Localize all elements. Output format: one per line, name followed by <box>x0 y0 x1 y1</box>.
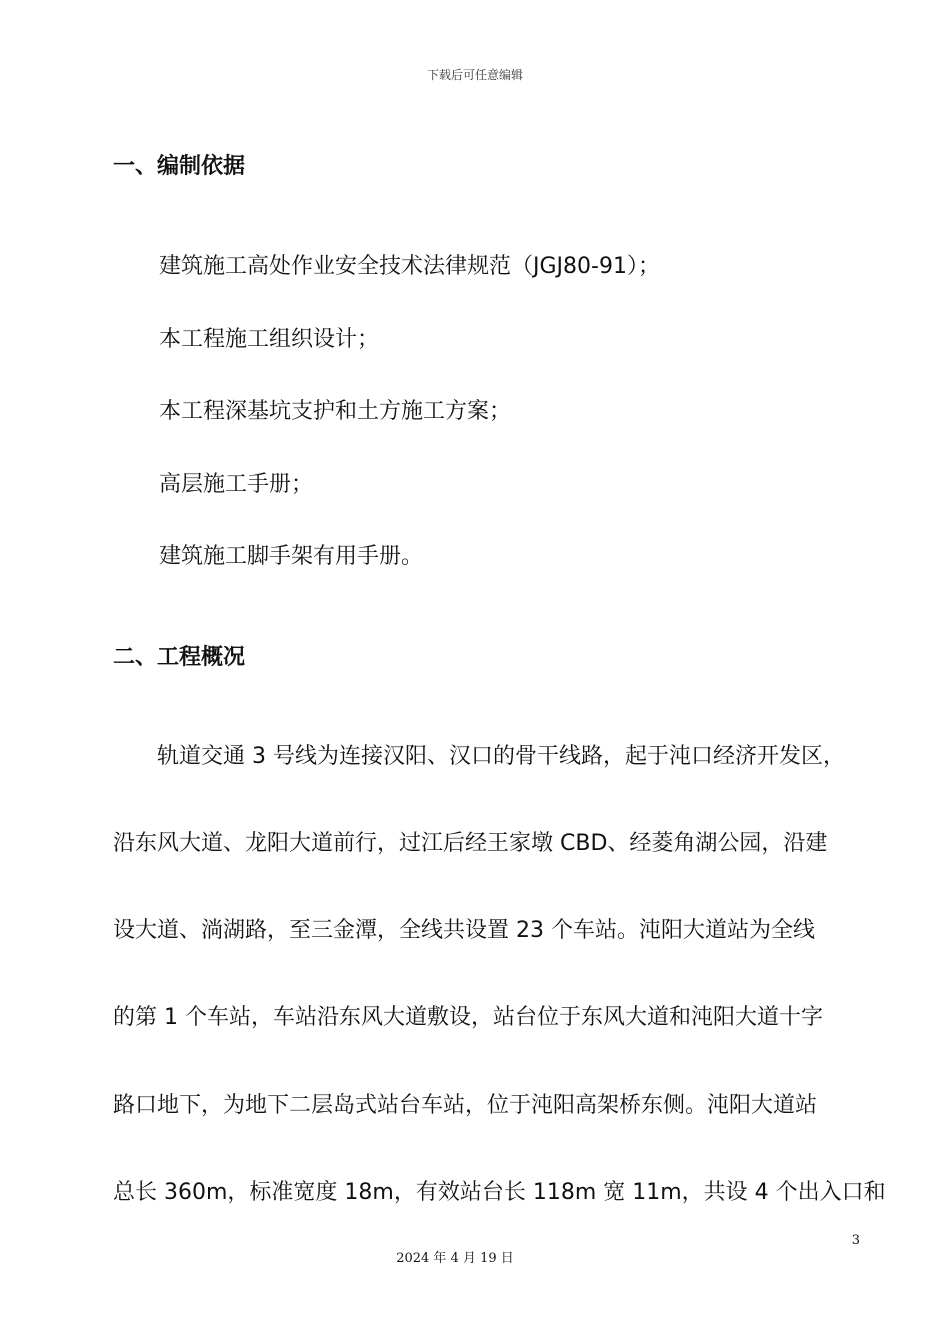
reference-item: 本工程深基坑支护和土方施工方案； <box>159 399 512 424</box>
paragraph-line: 的第 1 个车站，车站沿东风大道敷设，站台位于东风大道和沌阳大道十字 <box>113 1005 823 1030</box>
reference-item: 高层施工手册； <box>159 472 314 497</box>
paragraph-line: 轨道交通 3 号线为连接汉阳、汉口的骨干线路，起于沌口经济开发区， <box>113 744 845 769</box>
reference-item: 建筑施工脚手架有用手册。 <box>159 544 424 569</box>
paragraph-line: 总长 360m，标准宽度 18m，有效站台长 118m 宽 11m，共设 4 个出入口和 <box>113 1180 886 1205</box>
paragraph-line: 路口地下，为地下二层岛式站台车站，位于沌阳高架桥东侧。沌阳大道站 <box>113 1093 818 1118</box>
reference-item: 本工程施工组织设计； <box>159 327 380 352</box>
page-number: 3 <box>851 1233 860 1248</box>
section-heading-basis: 一、编制依据 <box>113 154 246 179</box>
section-heading-overview: 二、工程概况 <box>113 645 246 670</box>
reference-item: 建筑施工高处作业安全技术法律规范（JGJ80-91）； <box>159 254 660 279</box>
paragraph-line: 沿东风大道、龙阳大道前行，过江后经王家墩 CBD、经菱角湖公园，沿建 <box>113 831 828 856</box>
footer-date: 2024 年 4 月 19 日 <box>396 1251 514 1266</box>
page-header-note: 下载后可任意编辑 <box>426 68 523 82</box>
paragraph-line: 设大道、淌湖路，至三金潭，全线共设置 23 个车站。沌阳大道站为全线 <box>113 918 815 943</box>
